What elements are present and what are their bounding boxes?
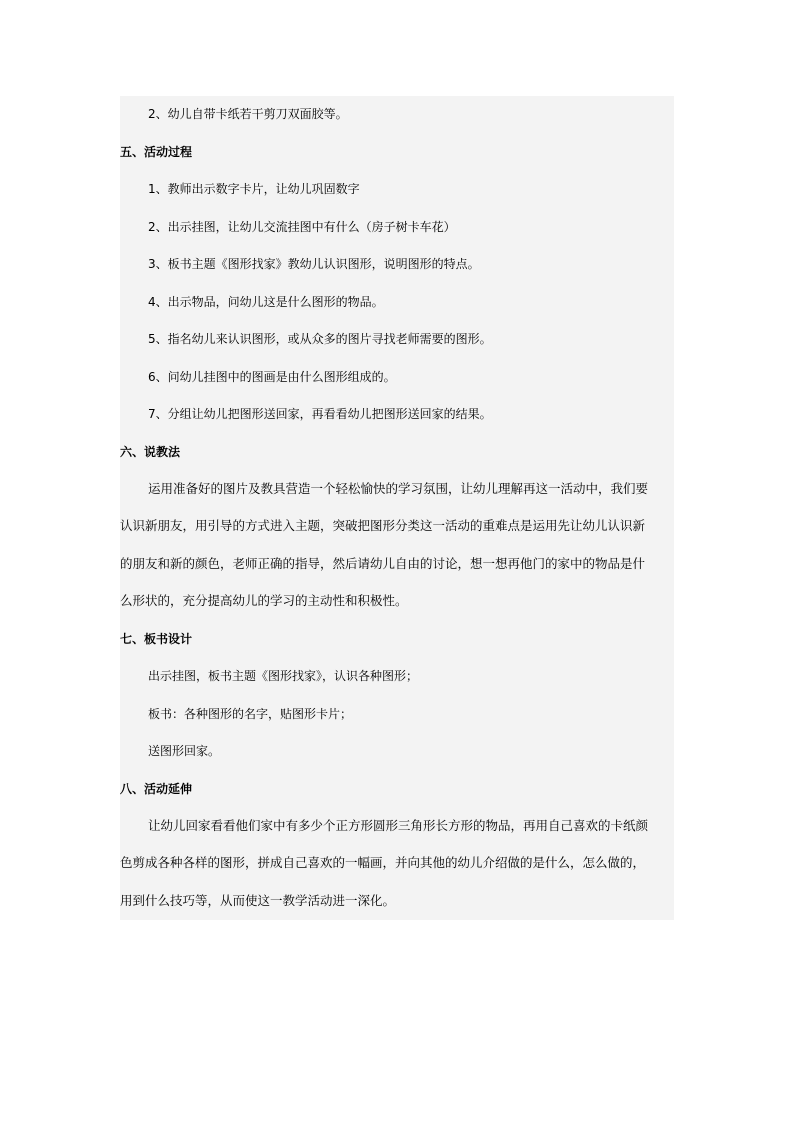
section5-item-1: 1、教师出示数字卡片，让幼儿巩固数字 — [148, 182, 360, 196]
section5-item-7: 7、分组让幼儿把图形送回家，再看看幼儿把图形送回家的结果。 — [148, 407, 492, 421]
section8-line-3: 用到什么技巧等，从而使这一教学活动进一深化。 — [120, 893, 396, 908]
section5-heading: 五、活动过程 — [120, 145, 193, 159]
section7-heading: 七、板书设计 — [120, 632, 193, 646]
section5-item-4: 4、出示物品，问幼儿这是什么图形的物品。 — [148, 295, 384, 309]
section5-item-6: 6、问幼儿挂图中的图画是由什么图形组成的。 — [148, 370, 396, 384]
section6-line-4: 么形状的，充分提高幼儿的学习的主动性和积极性。 — [120, 593, 408, 608]
section4-item-2: 2、幼儿自带卡纸若干剪刀双面胶等。 — [148, 107, 348, 121]
section5-item-5: 5、指名幼儿来认识图形，或从众多的图片寻找老师需要的图形。 — [148, 332, 492, 346]
section5-item-2: 2、出示挂图，让幼儿交流挂图中有什么（房子树卡车花） — [148, 220, 456, 234]
section8-heading: 八、活动延伸 — [120, 782, 193, 796]
section7-item-2: 板书：各种图形的名字，贴图形卡片； — [148, 707, 353, 721]
section5-item-3: 3、板书主题《图形找家》教幼儿认识图形，说明图形的特点。 — [148, 257, 480, 271]
section8-line-1: 让幼儿回家看看他们家中有多少个正方形圆形三角形长方形的物品，再用自己喜欢的卡纸颜 — [148, 818, 649, 833]
section8-line-2: 色剪成各种各样的图形，拼成自己喜欢的一幅画，并向其他的幼儿介绍做的是什么，怎么做的， — [120, 855, 646, 870]
section6-line-1: 运用准备好的图片及教具营造一个轻松愉快的学习氛围，让幼儿理解再这一活动中，我们要 — [148, 481, 649, 496]
section6-line-3: 的朋友和新的颜色，老师正确的指导，然后请幼儿自由的讨论，想一想再他门的家中的物品是什 — [120, 556, 646, 571]
section7-item-3: 送图形回家。 — [148, 744, 221, 758]
section6-heading: 六、说教法 — [120, 445, 181, 459]
section7-item-1: 出示挂图，板书主题《图形找家》，认识各种图形； — [148, 669, 419, 683]
document-body — [120, 96, 674, 920]
section6-line-2: 认识新朋友，用引导的方式进入主题，突破把图形分类这一活动的重难点是运用先让幼儿认识新 — [120, 518, 646, 533]
